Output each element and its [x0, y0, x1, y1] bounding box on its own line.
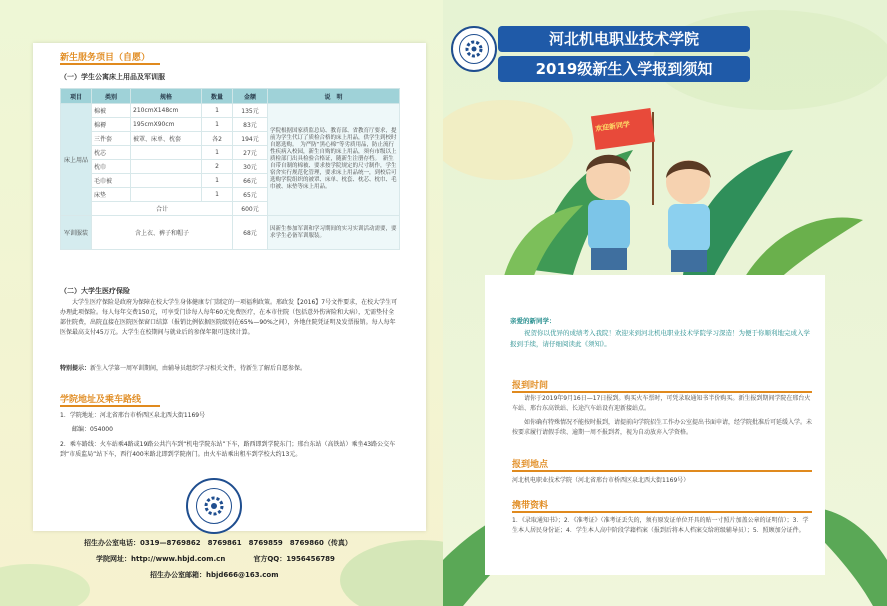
table-cell: 2 — [202, 160, 233, 174]
table-cell: 135元 — [233, 104, 268, 118]
greeting-text: 祝贺你以优异的成绩考入我院！欢迎来到河北机电职业技术学院学习深造！为便于你顺利地完成入学报到手续，请仔细阅读此《须知》。 — [510, 329, 810, 348]
services-heading: 新生服务项目（自愿） — [60, 53, 151, 63]
table-cell: 66元 — [233, 174, 268, 188]
subtotal-value: 600元 — [233, 202, 268, 216]
table-cell: 30元 — [233, 160, 268, 174]
bus-route-text: 2．乘车路线：火车站乘4路或19路公共汽车到“机电学院东站”下车，路西即到学院东门；邢台东站（高铁站）乘坐43路公交车到“市质监局”站下车，西行400米路北即到学院南门。由火车站乘出租车到学校大约13元。 — [60, 441, 396, 458]
services-heading-bar — [60, 63, 160, 65]
table-cell: 194元 — [233, 132, 268, 146]
table-header: 类别 — [92, 89, 131, 104]
report-time-bar — [512, 391, 812, 393]
table-cell: 床垫 — [92, 188, 131, 202]
documents-text: 1．《录取通知书》；2．《准考证》（准考证丢失的，须有原发证单位开具的贴一寸照片加盖公章的证明信）；3．学生本人居民身份证；4．学生本人高中阶段学籍档案（报到后将本人档案交给班级辅导员）；5．照顾加分证件。 — [512, 517, 809, 534]
special-notice-text: 新生入学第一周军训期间，由辅导员组织学习相关文件，待新生了解后自愿参保。 — [90, 365, 307, 372]
gear-icon — [464, 39, 484, 59]
report-place-heading: 报到地点 — [512, 460, 549, 470]
address-heading: 学院地址及乘车路线 — [60, 395, 142, 405]
table-cell: 65元 — [233, 188, 268, 202]
college-logo-right — [451, 26, 497, 72]
table-row — [61, 104, 400, 118]
table-cell: 棉被 — [92, 104, 131, 118]
table-cell: 210cmX148cm — [131, 104, 202, 118]
website-qq: 学院网址：http://www.hbjd.com.cn 官方QQ：1956456789 — [96, 555, 335, 563]
welcome-flag-text: 欢迎新同学 — [594, 120, 631, 134]
table-header: 数量 — [202, 89, 233, 104]
insurance-text: 大学生医疗保险是政府为保障在校大学生身体健康专门制定的一项福利政策。邢政发【2016】7号文件要求，在校大学生可办理此项保险。每人每年交费150元，可享受门诊每人每年60元免费医疗，在本市住院（包括意外伤害险和大病），无需垫付全部住院费，出院直接在医院医保窗口结算（报销比例依据医院级别在65%—90%之间），外地住院凭证明及发票报销。每人每年医保最高支付45万元。大学生在校期间与就业后的参保年限可连续计算。 — [60, 299, 398, 336]
military-note: 因新生参加军训和学习期间的实习实训活动需要，要求学生必备军训服装。 — [268, 216, 400, 250]
table-cell — [131, 146, 202, 160]
table-cell: 各2 — [202, 132, 233, 146]
table-header: 项目 — [61, 89, 92, 104]
report-time-text: 请你于2019年9月16日—17日报到。购买火车票时，可凭录取通知书半价购买。新生报到期间学院在邢台火车站、邢台东高铁站、长途汽车站设有迎新接站点。 — [512, 395, 811, 412]
table-row — [61, 216, 400, 250]
special-notice-label: 特别提示： — [60, 365, 91, 372]
title-banner — [498, 26, 750, 84]
bedding-table — [60, 88, 400, 250]
college-name: 河北机电职业技术学院 — [498, 26, 750, 52]
bedding-note: 学院根据国家质监总局、教育部、省教育厅要求，提前为学生代订了质检合格的床上用品，供学生到校时自愿选购。 为严防“黑心棉”等劣质用品，防止流行性疾病入校园，新生自购的床上用品，须有市级以上质检部门出具检验合格证，随新生注册存档。 新生自带自制的棉被、要求按学院规定的尺寸制作，学生宿舍实行规范化管理，要求床上用品统一，到校后可选购学院组织的被罩、床单、枕套、枕芯、枕巾、毛巾被、床垫等床上用品。 — [268, 104, 400, 216]
subtotal-label: 合计 — [92, 202, 233, 216]
postcode-line: 邮编：054000 — [72, 426, 113, 433]
table-cell — [131, 174, 202, 188]
table-cell: 83元 — [233, 118, 268, 132]
college-logo — [186, 478, 242, 534]
table-cell: 195cmX90cm — [131, 118, 202, 132]
report-place-bar — [512, 470, 812, 472]
insurance-subheading: （二）大学生医疗保险 — [60, 287, 130, 295]
table-cell: 1 — [202, 174, 233, 188]
report-place-text: 河北机电职业技术学院（河北省邢台市桥西区泉北西大街1169号） — [512, 477, 690, 484]
greeting: 亲爱的新同学： — [510, 317, 556, 325]
table-header: 说 明 — [268, 89, 400, 104]
report-time-heading: 报到时间 — [512, 381, 549, 391]
table-cell — [131, 160, 202, 174]
table-cell: 1 — [202, 146, 233, 160]
table-cell: 1 — [202, 188, 233, 202]
admissions-phone: 招生办公室电话：0319—8769862 8769861 8769859 8769860（传真） — [84, 539, 352, 547]
bedding-subheading: （一）学生公寓床上用品及军训服 — [60, 73, 165, 81]
table-cell: 枕芯 — [92, 146, 131, 160]
table-header: 金额 — [233, 89, 268, 104]
table-cell: 含上衣、裤子和帽子 — [92, 216, 233, 250]
admissions-email: 招生办公室邮箱：hbjd666@163.com — [150, 571, 279, 579]
table-cell: 27元 — [233, 146, 268, 160]
late-report-text: 如你确有特殊情况不能按时报到，请提前向学院招生工作办公室提出书面申请，经学院批准后可延缓入学。未按要求履行请假手续、逾期一周不报到者，视为自动放弃入学资格。 — [512, 419, 813, 436]
address-line: 1．学院地址：河北省邢台市桥西区泉北西大街1169号 — [60, 412, 206, 419]
document-title: 2019级新生入学报到须知 — [498, 56, 750, 82]
table-cell: 1 — [202, 118, 233, 132]
row-group-military: 军训服装 — [61, 216, 92, 250]
table-cell — [131, 188, 202, 202]
table-header-row — [61, 89, 400, 104]
table-cell: 68元 — [233, 216, 268, 250]
table-header: 规格 — [131, 89, 202, 104]
table-cell: 三件套 — [92, 132, 131, 146]
documents-bar — [512, 511, 812, 513]
row-group-bedding: 床上用品 — [61, 104, 92, 216]
address-heading-bar — [60, 405, 160, 407]
table-cell: 被罩、床单、枕套 — [131, 132, 202, 146]
table-cell: 棉褥 — [92, 118, 131, 132]
special-notice — [60, 364, 398, 374]
table-cell: 毛巾被 — [92, 174, 131, 188]
table-cell: 枕巾 — [92, 160, 131, 174]
documents-heading: 携带资料 — [512, 501, 549, 511]
table-cell: 1 — [202, 104, 233, 118]
gear-icon — [202, 494, 226, 518]
